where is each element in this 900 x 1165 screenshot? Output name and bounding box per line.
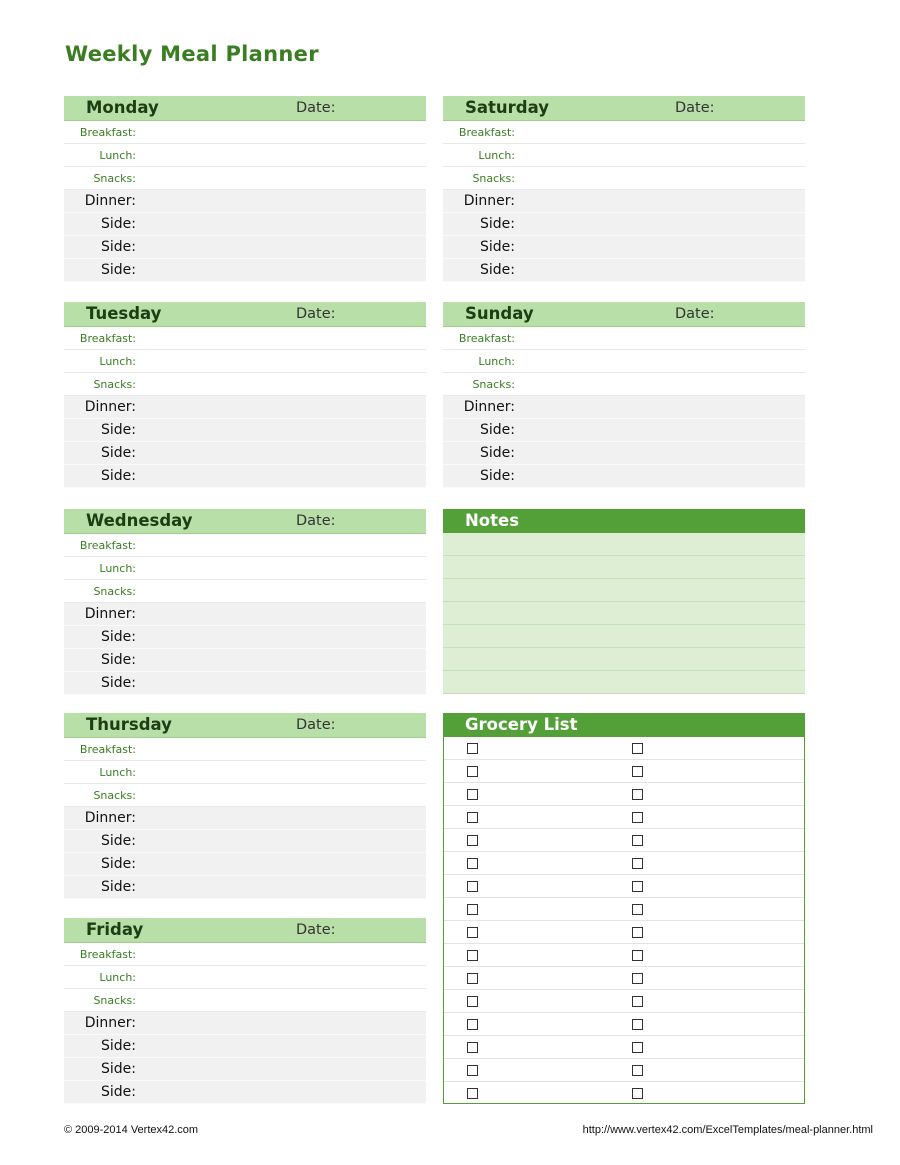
side-label: Side: [480, 468, 515, 484]
snacks-row[interactable] [64, 167, 426, 190]
side-label: Side: [480, 239, 515, 255]
lunch-row[interactable] [64, 966, 426, 989]
day-name: Saturday [465, 98, 549, 117]
checkbox-icon[interactable] [467, 973, 478, 984]
day-block-thursday [64, 713, 426, 899]
side-row[interactable] [64, 853, 426, 876]
lunch-row[interactable] [443, 350, 805, 373]
snacks-row[interactable] [443, 167, 805, 190]
grocery-list-header [443, 713, 805, 737]
side-label: Side: [480, 445, 515, 461]
checkbox-icon[interactable] [632, 881, 643, 892]
side-label: Side: [101, 468, 136, 484]
grocery-row [444, 737, 804, 760]
side-label: Side: [101, 239, 136, 255]
breakfast-label: Breakfast: [79, 332, 136, 345]
dinner-label: Dinner: [84, 399, 136, 415]
notes-line[interactable] [443, 671, 805, 694]
date-label[interactable]: Date: [296, 717, 336, 733]
side-row[interactable] [64, 465, 426, 488]
day-block-monday [64, 96, 426, 282]
day-block-saturday [443, 96, 805, 282]
notes-line[interactable] [443, 602, 805, 625]
checkbox-icon[interactable] [632, 835, 643, 846]
side-row[interactable] [64, 213, 426, 236]
day-name: Wednesday [86, 511, 193, 530]
grocery-row [444, 944, 804, 967]
date-label[interactable]: Date: [296, 306, 336, 322]
checkbox-icon[interactable] [632, 1088, 643, 1099]
day-name: Sunday [465, 304, 534, 323]
checkbox-icon[interactable] [467, 904, 478, 915]
notes-line[interactable] [443, 625, 805, 648]
dinner-row[interactable] [443, 190, 805, 213]
breakfast-label: Breakfast: [79, 948, 136, 961]
lunch-row[interactable] [64, 144, 426, 167]
side-label: Side: [101, 856, 136, 872]
lunch-label: Lunch: [99, 149, 136, 162]
checkbox-icon[interactable] [467, 766, 478, 777]
notes-line[interactable] [443, 648, 805, 671]
day-name: Tuesday [86, 304, 162, 323]
side-label: Side: [480, 216, 515, 232]
side-label: Side: [101, 1084, 136, 1100]
side-row[interactable] [443, 419, 805, 442]
lunch-label: Lunch: [99, 355, 136, 368]
side-label: Side: [101, 652, 136, 668]
side-label: Side: [101, 1038, 136, 1054]
breakfast-row[interactable] [64, 738, 426, 761]
checkbox-icon[interactable] [632, 950, 643, 961]
checkbox-icon[interactable] [632, 766, 643, 777]
checkbox-icon[interactable] [632, 743, 643, 754]
snacks-label: Snacks: [93, 585, 136, 598]
grocery-row [444, 990, 804, 1013]
breakfast-row[interactable] [64, 327, 426, 350]
checkbox-icon[interactable] [632, 904, 643, 915]
day-block-sunday [443, 302, 805, 488]
day-header-tuesday [64, 302, 426, 327]
side-label: Side: [101, 1061, 136, 1077]
dinner-label: Dinner: [84, 1015, 136, 1031]
dinner-row[interactable] [443, 396, 805, 419]
breakfast-row[interactable] [64, 534, 426, 557]
breakfast-row[interactable] [64, 943, 426, 966]
day-header-wednesday [64, 509, 426, 534]
day-header-monday [64, 96, 426, 121]
snacks-row[interactable] [64, 580, 426, 603]
side-row[interactable] [64, 236, 426, 259]
breakfast-row[interactable] [443, 327, 805, 350]
day-header-saturday [443, 96, 805, 121]
lunch-label: Lunch: [478, 149, 515, 162]
side-row[interactable] [64, 830, 426, 853]
day-block-wednesday [64, 509, 426, 695]
lunch-row[interactable] [443, 144, 805, 167]
side-label: Side: [101, 216, 136, 232]
breakfast-label: Breakfast: [458, 332, 515, 345]
checkbox-icon[interactable] [467, 858, 478, 869]
date-label[interactable]: Date: [296, 922, 336, 938]
day-header-sunday [443, 302, 805, 327]
day-header-thursday [64, 713, 426, 738]
side-row[interactable] [64, 259, 426, 282]
side-row[interactable] [64, 1035, 426, 1058]
dinner-row[interactable] [64, 1012, 426, 1035]
lunch-label: Lunch: [99, 562, 136, 575]
date-label[interactable]: Date: [296, 100, 336, 116]
snacks-row[interactable] [64, 784, 426, 807]
lunch-label: Lunch: [99, 971, 136, 984]
date-label[interactable]: Date: [296, 513, 336, 529]
checkbox-icon[interactable] [467, 789, 478, 800]
day-header-friday [64, 918, 426, 943]
grocery-row [444, 1059, 804, 1082]
side-label: Side: [101, 675, 136, 691]
day-name: Thursday [86, 715, 172, 734]
dinner-row[interactable] [64, 603, 426, 626]
side-row[interactable] [443, 236, 805, 259]
notes-title: Notes [465, 511, 520, 530]
breakfast-row[interactable] [443, 121, 805, 144]
checkbox-icon[interactable] [632, 789, 643, 800]
side-row[interactable] [443, 259, 805, 282]
snacks-label: Snacks: [472, 172, 515, 185]
snacks-row[interactable] [443, 373, 805, 396]
side-row[interactable] [64, 1058, 426, 1081]
checkbox-icon[interactable] [632, 996, 643, 1007]
side-label: Side: [101, 629, 136, 645]
day-name: Monday [86, 98, 159, 117]
grocery-list-title: Grocery List [465, 715, 578, 734]
side-label: Side: [480, 422, 515, 438]
lunch-label: Lunch: [478, 355, 515, 368]
side-row[interactable] [64, 876, 426, 899]
checkbox-icon[interactable] [467, 881, 478, 892]
checkbox-icon[interactable] [632, 1042, 643, 1053]
grocery-row [444, 1036, 804, 1059]
side-row[interactable] [64, 1081, 426, 1104]
date-label[interactable]: Date: [675, 100, 715, 116]
side-row[interactable] [64, 442, 426, 465]
dinner-label: Dinner: [84, 810, 136, 826]
grocery-row [444, 1013, 804, 1036]
side-row[interactable] [64, 626, 426, 649]
snacks-label: Snacks: [93, 172, 136, 185]
checkbox-icon[interactable] [467, 1042, 478, 1053]
breakfast-row[interactable] [64, 121, 426, 144]
checkbox-icon[interactable] [467, 927, 478, 938]
day-block-tuesday [64, 302, 426, 488]
checkbox-icon[interactable] [632, 1065, 643, 1076]
breakfast-label: Breakfast: [79, 539, 136, 552]
grocery-row [444, 898, 804, 921]
grocery-row [444, 1082, 804, 1105]
lunch-row[interactable] [64, 557, 426, 580]
day-block-friday [64, 918, 426, 1104]
date-label[interactable]: Date: [675, 306, 715, 322]
notes-line[interactable] [443, 579, 805, 602]
checkbox-icon[interactable] [467, 1065, 478, 1076]
notes-header [443, 509, 805, 533]
checkbox-icon[interactable] [467, 743, 478, 754]
checkbox-icon[interactable] [632, 858, 643, 869]
side-row[interactable] [443, 442, 805, 465]
side-label: Side: [101, 445, 136, 461]
checkbox-icon[interactable] [467, 950, 478, 961]
grocery-row [444, 760, 804, 783]
breakfast-label: Breakfast: [79, 743, 136, 756]
snacks-row[interactable] [64, 373, 426, 396]
grocery-row [444, 921, 804, 944]
breakfast-label: Breakfast: [458, 126, 515, 139]
notes-line[interactable] [443, 556, 805, 579]
grocery-row [444, 875, 804, 898]
grocery-rows [444, 737, 804, 1105]
checkbox-icon[interactable] [467, 996, 478, 1007]
lunch-row[interactable] [64, 350, 426, 373]
dinner-row[interactable] [64, 190, 426, 213]
footer-copyright: © 2009-2014 Vertex42.com [64, 1124, 199, 1136]
snacks-label: Snacks: [93, 378, 136, 391]
side-row[interactable] [443, 213, 805, 236]
grocery-row [444, 783, 804, 806]
page-title: Weekly Meal Planner [65, 42, 319, 66]
checkbox-icon[interactable] [467, 812, 478, 823]
dinner-label: Dinner: [463, 193, 515, 209]
checkbox-icon[interactable] [632, 812, 643, 823]
dinner-row[interactable] [64, 807, 426, 830]
checkbox-icon[interactable] [632, 1019, 643, 1030]
dinner-label: Dinner: [84, 193, 136, 209]
side-row[interactable] [64, 649, 426, 672]
checkbox-icon[interactable] [632, 927, 643, 938]
day-name: Friday [86, 920, 144, 939]
side-label: Side: [480, 262, 515, 278]
dinner-label: Dinner: [84, 606, 136, 622]
snacks-row[interactable] [64, 989, 426, 1012]
side-label: Side: [101, 879, 136, 895]
breakfast-label: Breakfast: [79, 126, 136, 139]
snacks-label: Snacks: [93, 994, 136, 1007]
side-row[interactable] [64, 419, 426, 442]
notes-line[interactable] [443, 533, 805, 556]
notes-panel [443, 509, 805, 694]
grocery-row [444, 852, 804, 875]
footer-url[interactable]: http://www.vertex42.com/ExcelTemplates/meal-planner.html [582, 1124, 873, 1136]
side-label: Side: [101, 833, 136, 849]
side-label: Side: [101, 262, 136, 278]
grocery-row [444, 967, 804, 990]
grocery-row [444, 829, 804, 852]
side-label: Side: [101, 422, 136, 438]
checkbox-icon[interactable] [467, 835, 478, 846]
side-row[interactable] [64, 672, 426, 695]
side-row[interactable] [443, 465, 805, 488]
checkbox-icon[interactable] [467, 1019, 478, 1030]
grocery-list-panel [443, 713, 805, 1104]
lunch-label: Lunch: [99, 766, 136, 779]
grocery-row [444, 806, 804, 829]
dinner-row[interactable] [64, 396, 426, 419]
checkbox-icon[interactable] [467, 1088, 478, 1099]
snacks-label: Snacks: [472, 378, 515, 391]
checkbox-icon[interactable] [632, 973, 643, 984]
snacks-label: Snacks: [93, 789, 136, 802]
dinner-label: Dinner: [463, 399, 515, 415]
lunch-row[interactable] [64, 761, 426, 784]
